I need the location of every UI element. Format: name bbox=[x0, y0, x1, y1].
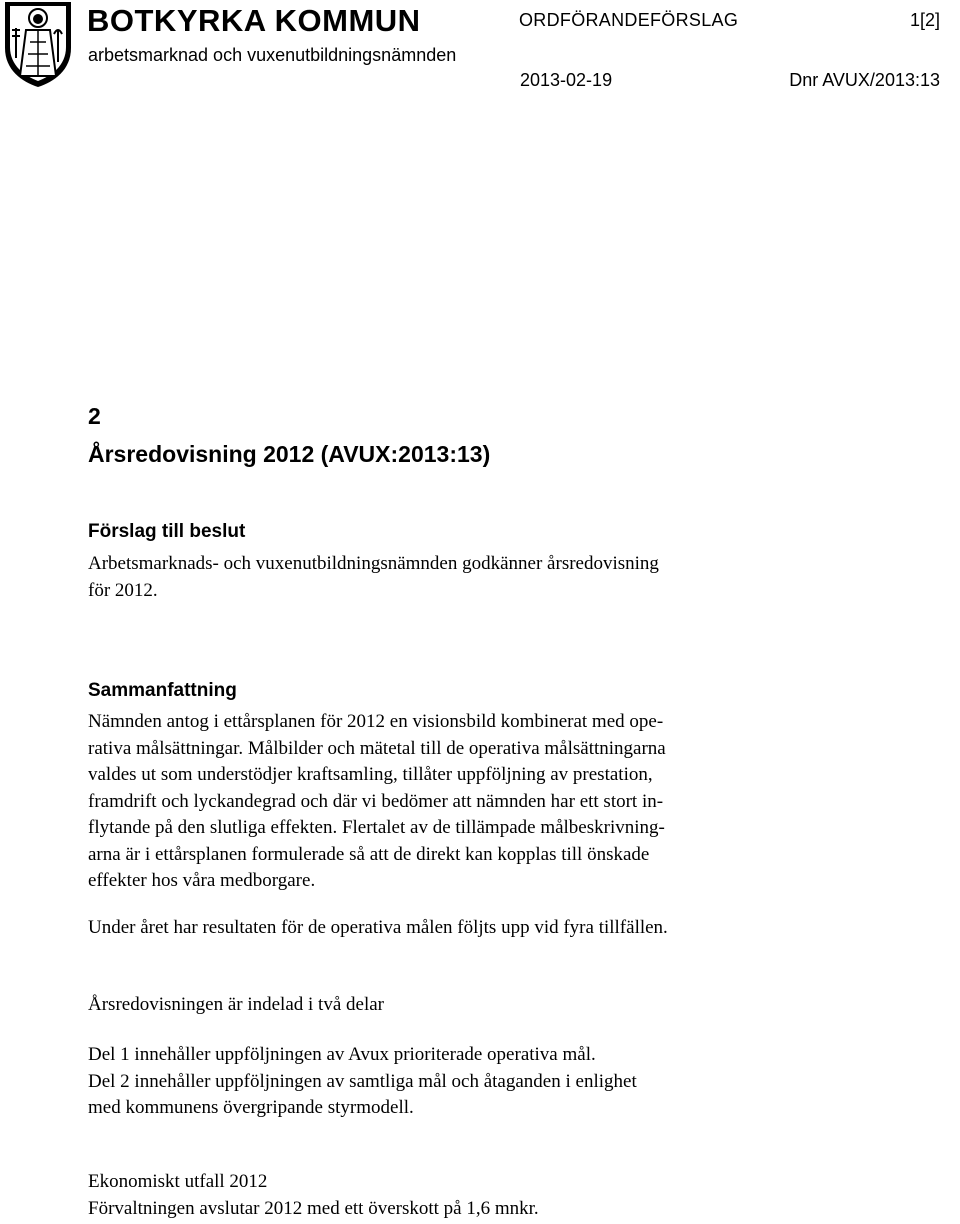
department-name: arbetsmarknad och vuxenutbildningsnämnden bbox=[88, 45, 457, 65]
parts-line: Del 1 innehåller uppföljningen av Avux prioriterade operativa mål. bbox=[88, 1044, 596, 1065]
summary-line: Nämnden antog i ettårsplanen för 2012 en visionsbild kombinerat med ope- bbox=[88, 711, 664, 732]
summary-line: arna är i ettårsplanen formulerade så att de direkt kan kopplas till önskade bbox=[88, 843, 650, 865]
org-name: BOTKYRKA KOMMUN bbox=[87, 3, 421, 38]
economy-heading: Ekonomiskt utfall 2012 bbox=[88, 1171, 268, 1192]
proposal-heading: Förslag till beslut bbox=[88, 521, 246, 542]
followup-text bbox=[88, 915, 828, 942]
division-text bbox=[88, 992, 828, 1019]
parts-text bbox=[88, 1042, 828, 1122]
followup-line: Under året har resultaten för de operativa målen följts upp vid fyra tillfällen. bbox=[88, 917, 668, 938]
proposal-line: Arbetsmarknads- och vuxenutbildningsnämnden godkänner årsredovisning bbox=[88, 553, 659, 574]
economy-section bbox=[88, 1169, 828, 1222]
summary-line: valdes ut som understödjer kraftsamling, tillåter uppföljning av prestation, bbox=[88, 764, 653, 785]
division-line: Årsredovisningen är indelad i två delar bbox=[88, 994, 384, 1015]
document-date: 2013-02-19 bbox=[520, 70, 613, 90]
summary-line: framdrift och lyckandegrad och där vi bedömer att nämnden har ett stort in- bbox=[88, 790, 664, 812]
parts-line: Del 2 innehåller uppföljningen av samtliga mål och åtaganden i enlighet bbox=[88, 1070, 637, 1092]
municipality-coat-of-arms-logo bbox=[2, 0, 74, 88]
proposal-text bbox=[88, 551, 828, 604]
summary-line: effekter hos våra medborgare. bbox=[88, 870, 316, 891]
page-number: 1[2] bbox=[909, 10, 940, 30]
summary-line: rativa målsättningar. Målbilder och mätetal till de operativa målsättningarna bbox=[88, 737, 666, 759]
proposal-line: för 2012. bbox=[88, 579, 158, 601]
page-title: Årsredovisning 2012 (AVUX:2013:13) bbox=[88, 441, 491, 467]
economy-text: Förvaltningen avslutar 2012 med ett överskott på 1,6 mnkr. bbox=[88, 1197, 539, 1219]
parts-line: med kommunens övergripande styrmodell. bbox=[88, 1097, 414, 1118]
summary-heading: Sammanfattning bbox=[88, 680, 237, 701]
diary-number: Dnr AVUX/2013:13 bbox=[789, 70, 940, 90]
summary-line: flytande på den slutliga effekten. Flertalet av de tillämpade målbeskrivning- bbox=[88, 817, 665, 838]
item-number: 2 bbox=[88, 403, 101, 429]
summary-text bbox=[88, 709, 828, 895]
document-type: ORDFÖRANDEFÖRSLAG bbox=[519, 10, 739, 30]
